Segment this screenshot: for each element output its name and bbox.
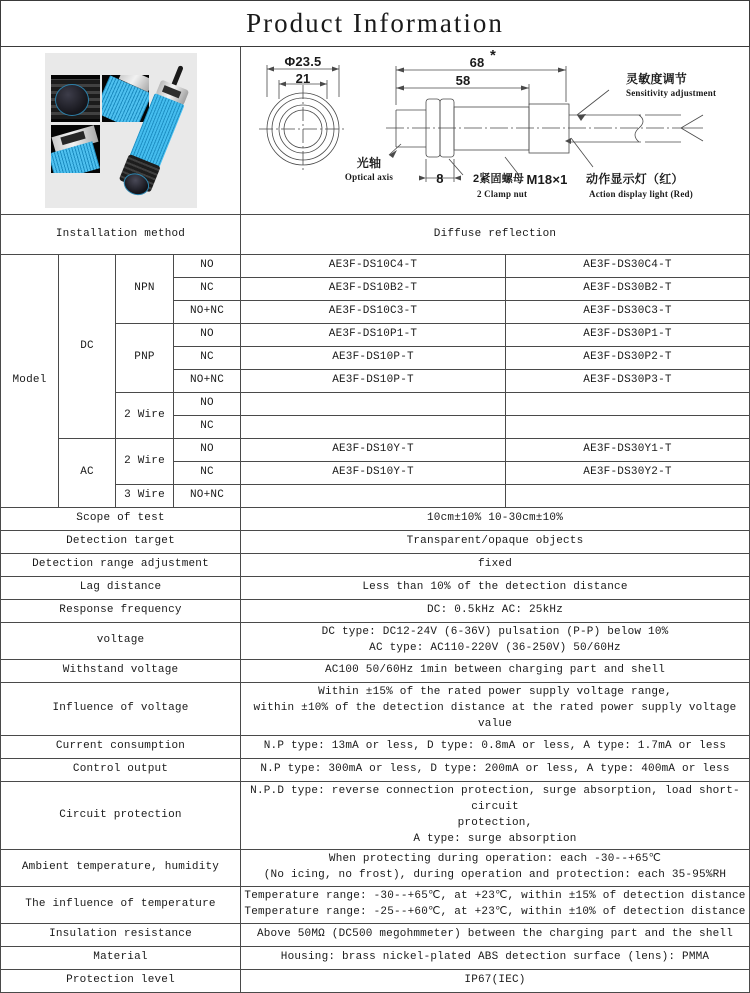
spec-label: Influence of voltage [1, 682, 241, 735]
spec-value-line: (No icing, no frost), during operation and protection: each 35-95%RH [263, 869, 727, 882]
model-output-type: NPN [116, 255, 174, 324]
spec-value-line: Above 50MΩ (DC500 megohmmeter) between the charging part and the shell [256, 928, 734, 941]
spec-value-line: Transparent/opaque objects [406, 535, 584, 548]
spec-value [241, 682, 750, 735]
spec-label: Circuit protection [1, 781, 241, 850]
dim-nut-label: 8 [436, 171, 444, 186]
spec-row [1, 659, 750, 682]
label-optical-cn: 光轴 [356, 156, 382, 170]
model-number-short-range: AE3F-DS10Y-T [241, 439, 506, 462]
spec-label: Control output [1, 758, 241, 781]
model-number-long-range: AE3F-DS30P3-T [506, 370, 750, 393]
spec-row [1, 554, 750, 577]
model-output-type: 3 Wire [116, 485, 174, 508]
spec-label: Ambient temperature, humidity [1, 850, 241, 887]
model-number-short-range: AE3F-DS10P1-T [241, 324, 506, 347]
model-row [1, 439, 750, 462]
spec-value [241, 735, 750, 758]
spec-row [1, 924, 750, 947]
technical-drawing [241, 47, 749, 214]
spec-label: Detection range adjustment [1, 554, 241, 577]
spec-label: Current consumption [1, 735, 241, 758]
spec-value [241, 947, 750, 970]
model-number-long-range [506, 393, 750, 416]
photo-detail-label-icon [51, 125, 100, 173]
spec-value-line: IP67(IEC) [464, 974, 526, 987]
spec-value-line: Less than 10% of the detection distance [362, 581, 628, 594]
spec-value [241, 758, 750, 781]
imagery-row [1, 47, 750, 215]
photo-detail-lens-icon [51, 75, 100, 122]
spec-row [1, 947, 750, 970]
model-contact-type: NO+NC [174, 301, 241, 324]
spec-label: voltage [1, 623, 241, 660]
spec-value [241, 850, 750, 887]
model-label: Model [1, 255, 59, 508]
title-row [1, 1, 750, 47]
spec-value-line: N.P type: 300mA or less, D type: 200mA or less, A type: 400mA or less [260, 762, 730, 775]
model-output-type: 2 Wire [116, 439, 174, 485]
spec-value-line: DC: 0.5kHz AC: 25kHz [426, 604, 564, 617]
model-number-short-range: AE3F-DS10C4-T [241, 255, 506, 278]
model-number-long-range: AE3F-DS30B2-T [506, 278, 750, 301]
model-section [1, 255, 750, 508]
spec-value [241, 781, 750, 850]
spec-value [241, 659, 750, 682]
model-number-long-range: AE3F-DS30Y2-T [506, 462, 750, 485]
spec-label: Detection target [1, 531, 241, 554]
model-contact-type: NO [174, 439, 241, 462]
spec-value [241, 623, 750, 660]
model-output-type: PNP [116, 324, 174, 393]
model-contact-type: NC [174, 278, 241, 301]
spec-value [241, 887, 750, 924]
page-title-cell [1, 1, 750, 47]
model-contact-type: NC [174, 416, 241, 439]
model-number-long-range [506, 416, 750, 439]
spec-value-line: within ±10% of the detection distance at the rated power supply voltage value [253, 701, 737, 730]
spec-value [241, 924, 750, 947]
model-contact-type: NC [174, 347, 241, 370]
model-contact-type: NO [174, 255, 241, 278]
product-photo-cell [1, 47, 241, 215]
installation-method-row [1, 215, 750, 255]
photo-detail-body-icon [102, 75, 149, 122]
spec-value-line: Temperature range: -30--+65℃, at +23℃, within ±15% of detection distance [244, 890, 746, 903]
spec-row [1, 758, 750, 781]
spec-row [1, 887, 750, 924]
spec-value [241, 508, 750, 531]
spec-value [241, 970, 750, 993]
label-thread: M18×1 [526, 172, 568, 187]
spec-row [1, 508, 750, 531]
spec-row [1, 623, 750, 660]
spec-value-line: AC100 50/60Hz 1min between charging part and shell [324, 663, 666, 676]
label-display-cn: 动作显示灯（红） [586, 172, 684, 186]
spec-value-line: A type: surge absorption [413, 832, 577, 845]
dim-total-label: 68 [469, 55, 485, 70]
spec-value-line: When protecting during operation: each -30--+65℃ [328, 853, 662, 866]
model-contact-type: NO+NC [174, 485, 241, 508]
model-contact-type: NC [174, 462, 241, 485]
model-output-type: 2 Wire [116, 393, 174, 439]
spec-value-line: Housing: brass nickel-plated ABS detection surface (lens): PMMA [280, 951, 710, 964]
spec-value-line: 10cm±10% 10-30cm±10% [426, 512, 564, 525]
model-number-short-range [241, 485, 506, 508]
spec-label: Response frequency [1, 600, 241, 623]
label-sensitivity-cn: 灵敏度调节 [626, 72, 688, 86]
installation-method-label: Installation method [1, 215, 241, 255]
model-number-short-range: AE3F-DS10P-T [241, 370, 506, 393]
model-number-long-range: AE3F-DS30P2-T [506, 347, 750, 370]
model-number-short-range: AE3F-DS10Y-T [241, 462, 506, 485]
spec-value-line: N.P.D type: reverse connection protection, surge absorption, load short-circuit [250, 784, 740, 813]
model-power-type: AC [59, 439, 116, 508]
model-number-short-range: AE3F-DS10B2-T [241, 278, 506, 301]
model-number-short-range: AE3F-DS10C3-T [241, 301, 506, 324]
model-number-long-range: AE3F-DS30C4-T [506, 255, 750, 278]
spec-row [1, 781, 750, 850]
spec-value [241, 554, 750, 577]
dim-thread-label: 58 [455, 73, 471, 88]
model-power-type: DC [59, 255, 116, 439]
model-number-short-range [241, 416, 506, 439]
spec-label: Insulation resistance [1, 924, 241, 947]
spec-value-line: N.P type: 13mA or less, D type: 0.8mA or less, A type: 1.7mA or less [263, 739, 727, 752]
spec-value [241, 577, 750, 600]
label-clamp-en: 2 Clamp nut [477, 189, 528, 199]
technical-drawing-cell [241, 47, 750, 215]
model-number-long-range: AE3F-DS30C3-T [506, 301, 750, 324]
spec-row [1, 531, 750, 554]
label-display-en: Action display light (Red) [589, 189, 693, 199]
spec-label: Material [1, 947, 241, 970]
label-sensitivity-en: Sensitivity adjustment [626, 88, 717, 98]
spec-value-line: Temperature range: -25--+60℃, at +23℃, within ±10% of detection distance [244, 906, 746, 919]
spec-label: The influence of temperature [1, 887, 241, 924]
model-contact-type: NO+NC [174, 370, 241, 393]
spec-label: Protection level [1, 970, 241, 993]
installation-method-value: Diffuse reflection [241, 215, 750, 255]
model-number-long-range: AE3F-DS30Y1-T [506, 439, 750, 462]
model-contact-type: NO [174, 324, 241, 347]
model-number-short-range [241, 393, 506, 416]
specifications-section [1, 508, 750, 993]
label-clamp-cn: 2紧固螺母 [473, 173, 525, 185]
spec-value-line: DC type: DC12-24V (6-36V) pulsation (P-P) below 10% [321, 626, 669, 638]
label-optical-en: Optical axis [344, 172, 394, 182]
spec-value-line: fixed [477, 558, 512, 571]
spec-label: Lag distance [1, 577, 241, 600]
spec-value [241, 531, 750, 554]
model-row [1, 255, 750, 278]
spec-row [1, 850, 750, 887]
spec-value-line: protection, [457, 816, 533, 829]
spec-row [1, 600, 750, 623]
spec-value [241, 600, 750, 623]
spec-row [1, 970, 750, 993]
dim-diameter-label: Φ23.5 [284, 54, 322, 69]
spec-value-line: Within ±15% of the rated power supply voltage range, [318, 685, 672, 698]
product-photo [1, 47, 240, 214]
model-number-long-range: AE3F-DS30P1-T [506, 324, 750, 347]
spec-row [1, 577, 750, 600]
page-title: Product Information [246, 7, 504, 38]
spec-label: Scope of test [1, 508, 241, 531]
dim-inner-label: 21 [295, 71, 311, 86]
spec-label: Withstand voltage [1, 659, 241, 682]
model-contact-type: NO [174, 393, 241, 416]
model-number-short-range: AE3F-DS10P-T [241, 347, 506, 370]
spec-row [1, 735, 750, 758]
spec-value-line: AC type: AC110-220V (36-250V) 50/60Hz [369, 641, 621, 654]
model-number-long-range [506, 485, 750, 508]
dim-total-mark: * [489, 47, 497, 64]
spec-row [1, 682, 750, 735]
